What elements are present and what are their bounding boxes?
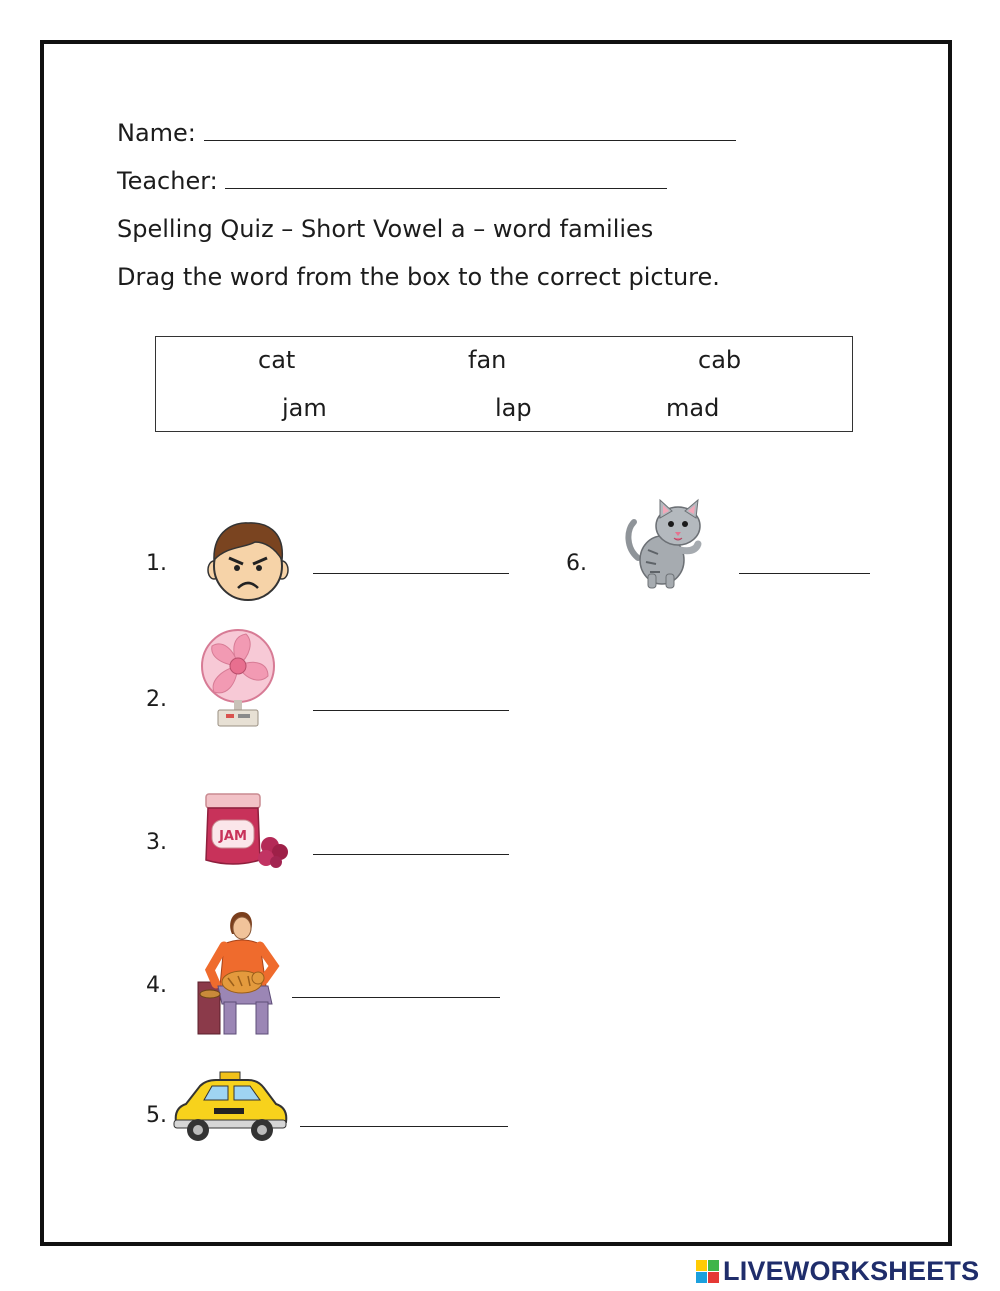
word-cab[interactable]: cab <box>698 346 742 374</box>
question-6-number: 6. <box>566 551 587 576</box>
name-label: Name: <box>117 119 196 147</box>
fan-icon <box>200 628 276 730</box>
word-lap[interactable]: lap <box>495 394 532 422</box>
teacher-line <box>117 166 667 196</box>
name-line <box>117 118 736 148</box>
logo-block-2 <box>708 1260 719 1271</box>
teacher-label: Teacher: <box>117 167 218 195</box>
logo-block-4 <box>708 1272 719 1283</box>
cat-icon <box>624 498 712 590</box>
answer-line-1[interactable] <box>313 573 509 574</box>
answer-line-6[interactable] <box>739 573 870 574</box>
quiz-title: Spelling Quiz – Short Vowel a – word families <box>117 215 654 243</box>
logo-text: LIVEWORKSHEETS <box>723 1255 980 1286</box>
answer-line-2[interactable] <box>313 710 509 711</box>
jam-label: JAM <box>219 829 247 844</box>
word-fan[interactable]: fan <box>468 346 507 374</box>
word-bank <box>155 336 853 432</box>
instructions: Drag the word from the box to the correct picture. <box>117 263 720 291</box>
question-3-number: 3. <box>146 830 167 855</box>
word-cat[interactable]: cat <box>258 346 296 374</box>
word-mad[interactable]: mad <box>666 394 720 422</box>
question-1-number: 1. <box>146 551 167 576</box>
answer-line-3[interactable] <box>313 854 509 855</box>
taxi-cab-icon <box>170 1070 290 1144</box>
word-jam[interactable]: jam <box>282 394 327 422</box>
logo-blocks <box>696 1260 719 1283</box>
logo-block-1 <box>696 1260 707 1271</box>
question-4-number: 4. <box>146 973 167 998</box>
angry-face-icon <box>205 520 291 602</box>
logo-block-3 <box>696 1272 707 1283</box>
answer-line-5[interactable] <box>300 1126 508 1127</box>
name-blank[interactable] <box>204 118 736 141</box>
jam-jar-icon <box>200 790 292 870</box>
liveworksheets-logo <box>696 1255 979 1287</box>
question-2-number: 2. <box>146 687 167 712</box>
teacher-blank[interactable] <box>225 166 667 189</box>
answer-line-4[interactable] <box>292 997 500 998</box>
woman-cat-lap-icon <box>194 906 284 1036</box>
question-5-number: 5. <box>146 1103 167 1128</box>
